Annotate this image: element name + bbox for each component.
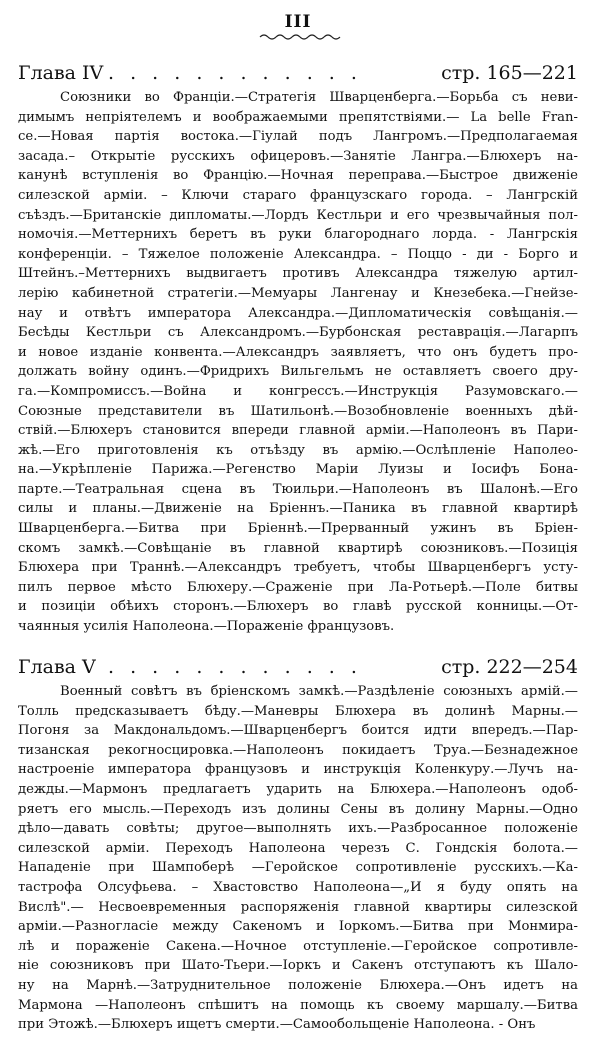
text-line: Союзные представители въ Шатильонѣ.—Возобновленіе военныхъ дѣй-	[18, 403, 578, 419]
text-line: ніе союзниковъ при Шато-Тьери.—Іоркъ и Сакенъ отступаютъ къ Шало-	[18, 958, 578, 974]
text-line: съѣздъ.—Британскіе дипломаты.—Лордъ Кестльри и его чрезвычайныя пол-	[18, 207, 578, 223]
text-line: чаянныя усилія Наполеона.—Пораженіе французовъ.	[18, 619, 395, 635]
chapter-heading	[18, 656, 578, 682]
text-line: ce.—Новая партія востока.—Гіулай подъ Лангромъ.—Предполагаемая	[18, 129, 578, 145]
text-line: на.—Укрѣпленіе Парижа.—Регенство Маріи Луизы и Іосифъ Бона-	[18, 462, 578, 478]
page-range: стр. 222—254	[441, 656, 578, 678]
text-line: и позиціи обѣихъ сторонъ.—Блюхеръ во главѣ русской конницы.—От-	[18, 599, 578, 615]
text-line: лѣ и пораженіе Сакена.—Ночное отступленіе.—Геройское сопротивле-	[18, 938, 578, 954]
text-line: Штейнъ.–Меттернихъ выдвигаетъ противъ Александра тяжелую артил-	[18, 266, 578, 282]
decorative-rule-icon	[258, 33, 342, 41]
text-line: дѣло—давать совѣты; другое—выполнять ихъ.—Разбросанное положеніе	[18, 821, 578, 837]
text-line: скомъ замкѣ.—Совѣщаніе въ главной квартирѣ союзниковъ.—Позиція	[18, 540, 578, 556]
chapter-summary	[18, 88, 578, 637]
text-line: тизанская рекогносцировка.—Наполеонъ покидаетъ Труа.—Безнадежное	[18, 742, 578, 758]
text-line: дежды.—Мармонъ предлагаетъ ударить на Блюхера.—Наполеонъ одоб-	[18, 781, 578, 797]
text-line: засада.– Открытіе русскихъ офицеровъ.—Занятіе Лангра.—Блюхеръ на-	[18, 148, 578, 164]
text-line: настроеніе императора французовъ и инструкція Коленкуру.—Лучъ на-	[18, 762, 578, 778]
text-line: ряетъ его мысль.—Переходъ изъ долины Сены въ долину Марны.—Одно	[18, 801, 578, 817]
chapter-heading	[18, 62, 578, 88]
text-line: при Этожѣ.—Блюхеръ ищетъ смерти.—Самообольщеніе Наполеона. - Онъ	[18, 1017, 536, 1033]
text-line: ствій.—Блюхеръ становится впереди главной арміи.—Наполеонъ въ Пари-	[18, 423, 578, 439]
dot-leader: . . . . . . . . . . . .	[108, 656, 362, 678]
text-line: пилъ первое мѣсто Блюхеру.—Сраженіе при Ла-Ротьерѣ.—Поле битвы	[18, 579, 578, 595]
text-line: лерію кабинетной стратегіи.—Мемуары Лангенау и Кнезебека.—Гнейзе-	[18, 285, 578, 301]
text-line: Вислѣ".— Несвоевременныя распоряженія главной квартиры силезской	[18, 899, 578, 915]
text-line: Бесѣды Кестльри съ Александромъ.—Бурбонская реставрація.—Лагарпъ	[18, 325, 578, 341]
chapter-summary	[18, 682, 578, 1035]
text-line: и новое изданіе конвента.—Александръ заявляетъ, что онъ будетъ про-	[18, 344, 578, 360]
text-line: Толль предсказываетъ бѣду.—Маневры Блюхера въ долинѣ Марны.—	[18, 703, 578, 719]
text-line: должать войну одинъ.—Фридрихъ Вильгельмъ не оставляетъ своего дру-	[18, 364, 578, 380]
text-line: Погоня за Макдональдомъ.—Шварценбергъ боится идти впередъ.—Пар-	[18, 723, 578, 739]
text-line: ну на Марнѣ.—Затруднительное положеніе Блюхера.—Онъ идетъ на	[18, 977, 578, 993]
text-line: Мармона —Наполеонъ спѣшитъ на помощь къ своему маршалу.—Битва	[18, 997, 578, 1013]
text-line: номочія.—Меттернихъ беретъ въ руки благороднаго лорда. - Лангрскія	[18, 227, 578, 243]
text-line: силезской арміи. – Ключи стараго французскаго города. – Лангрскій	[18, 187, 578, 203]
text-line: димымъ непріятелемъ и воображаемыми препятствіями.— La belle Fran-	[18, 109, 578, 125]
text-line: силы и планы.—Движеніе на Бріеннъ.—Паника въ главной квартирѣ	[18, 501, 578, 517]
text-line: тастрофа Олсуфьева. – Хвастовство Наполеона—„И я буду опять на	[18, 879, 578, 895]
text-line: силезской арміи. Переходъ Наполеона черезъ С. Гондскія болота.—	[18, 840, 578, 856]
page-number: III	[284, 12, 312, 32]
dot-leader: . . . . . . . . . . . .	[108, 62, 362, 84]
text-line: нау и отвѣтъ императора Александра.—Дипломатическія совѣщанія.—	[18, 305, 578, 321]
chapter-title: Глава IV	[18, 62, 104, 84]
text-line: Нападеніе при Шампоберѣ —Геройское сопротивленіе русскихъ.—Ка-	[18, 860, 578, 876]
text-line: парте.—Театральная сцена въ Тюильри.—Наполеонъ въ Шалонѣ.—Его	[18, 481, 578, 497]
text-line: арміи.—Разногласіе между Сакеномъ и Іоркомъ.—Битва при Монмира-	[18, 919, 578, 935]
text-line: Военный совѣтъ въ бріенскомъ замкѣ.—Раздѣленіе союзныхъ армій.—	[60, 684, 578, 699]
text-line: Союзники во Франціи.—Стратегія Шварценберга.—Борьба съ неви-	[60, 90, 578, 105]
text-line: конференціи. – Тяжелое положеніе Александра. – Поццо - ди - Борго и	[18, 246, 578, 262]
text-line: жѣ.—Его приготовленія къ отъѣзду въ армію.—Ослѣпленіе Наполео-	[18, 442, 578, 458]
chapter-title: Глава V	[18, 656, 96, 678]
page-range: стр. 165—221	[441, 62, 578, 84]
text-line: Блюхера при Траннѣ.—Александръ требуетъ, чтобы Шварценбергъ усту-	[18, 560, 578, 576]
text-line: Шварценберга.—Битва при Бріеннѣ.—Прерванный ужинъ въ Бріен-	[18, 521, 578, 537]
text-line: га.—Компромиссъ.—Война и конгрессъ.—Инструкція Разумовскаго.—	[18, 383, 578, 399]
text-line: канунѣ вступленія во Францію.—Ночная переправа.—Быстрое движеніе	[18, 168, 578, 184]
